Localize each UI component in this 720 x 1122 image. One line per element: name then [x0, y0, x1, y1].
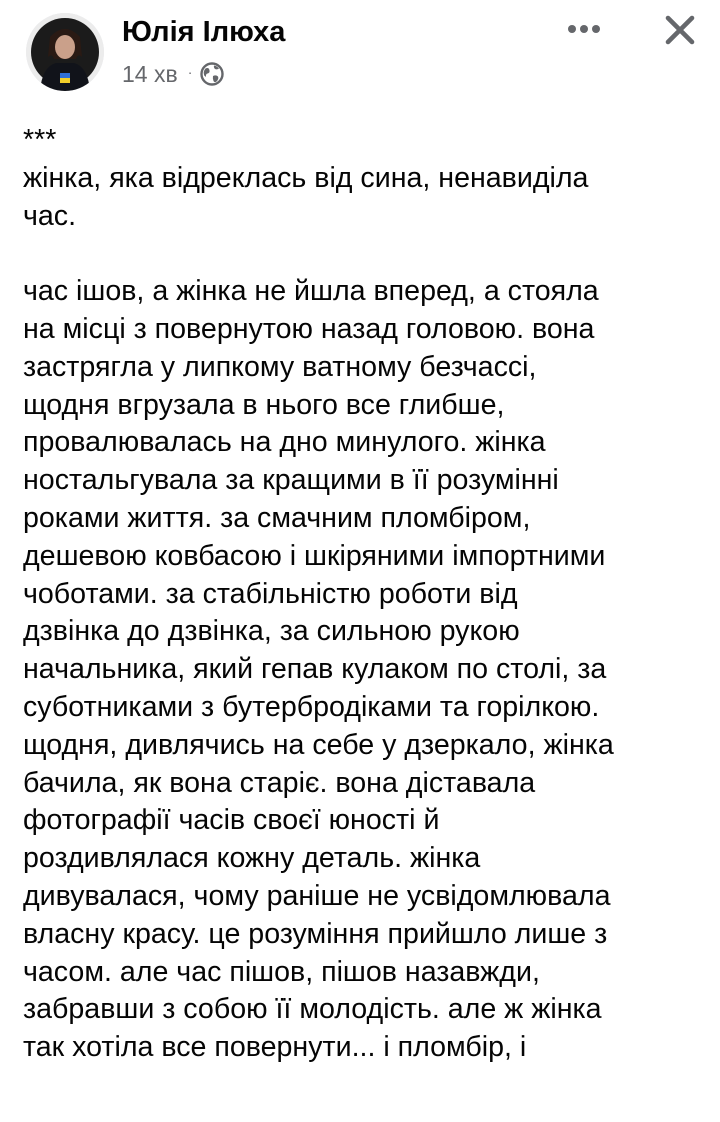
post-text: [23, 122, 713, 1067]
close-icon[interactable]: [660, 10, 700, 50]
post-time[interactable]: 14 хв: [122, 60, 178, 87]
post-text-line: роками життя. за смачним пломбіром,: [23, 501, 531, 534]
avatar-photo: [26, 13, 104, 91]
post-text-line: ***: [23, 124, 57, 156]
post-text-line: застрягла у липкому ватному безчассі,: [23, 350, 537, 383]
author-name[interactable]: Юлія Ілюха: [122, 16, 286, 48]
post-text-line: щодня, дивлячись на себе у дзеркало, жінка: [23, 728, 614, 761]
post-text-line: на місці з повернутою назад головою. вона: [23, 312, 595, 345]
post-text-line: так хотіла все повернути... і пломбір, і: [23, 1031, 527, 1064]
post-text-line: забравши з собою її молодість. але ж жінка: [23, 993, 602, 1026]
author-avatar[interactable]: [26, 13, 104, 91]
post-text-line: чоботами. за стабільністю роботи від: [23, 577, 518, 610]
post-text-line: дешевою ковбасою і шкіряними імпортними: [23, 539, 606, 572]
meta-separator: ·: [187, 64, 193, 80]
post-text-line: часом. але час пішов, пішов назавжди,: [23, 955, 540, 988]
post-text-line: час ішов, а жінка не йшла вперед, а стояла: [23, 275, 599, 308]
post-text-line: власну красу. це розуміння прийшло лише з: [23, 917, 608, 950]
post-header: [0, 0, 720, 100]
post-text-line: суботниками з бутербродіками та горілкою.: [23, 690, 600, 723]
post-text-line: роздивлялася кожну деталь. жінка: [23, 842, 481, 875]
post-meta: [122, 58, 224, 90]
globe-icon[interactable]: [200, 62, 224, 86]
more-dots-icon[interactable]: [564, 16, 604, 42]
post-text-line: провалювалась на дно минулого. жінка: [23, 426, 546, 459]
post-text-line: жінка, яка відреклась від сина, ненавиділа: [23, 161, 589, 194]
post-blank-line: [23, 235, 713, 273]
post-text-line: бачила, як вона старіє. вона діставала: [23, 766, 536, 799]
post-text-line: дивувалася, чому раніше не усвідомлювала: [23, 879, 611, 912]
post-text-line: щодня вгрузала в нього все глибше,: [23, 388, 505, 421]
post-text-line: ностальгувала за кращими в її розумінні: [23, 464, 559, 497]
post-text-line: начальника, який гепав кулаком по столі, за: [23, 653, 607, 686]
post-text-line: фотографії часів своєї юності й: [23, 804, 440, 837]
post-text-line: дзвінка до дзвінка, за сильною рукою: [23, 615, 520, 648]
post-text-line: час.: [23, 199, 77, 232]
